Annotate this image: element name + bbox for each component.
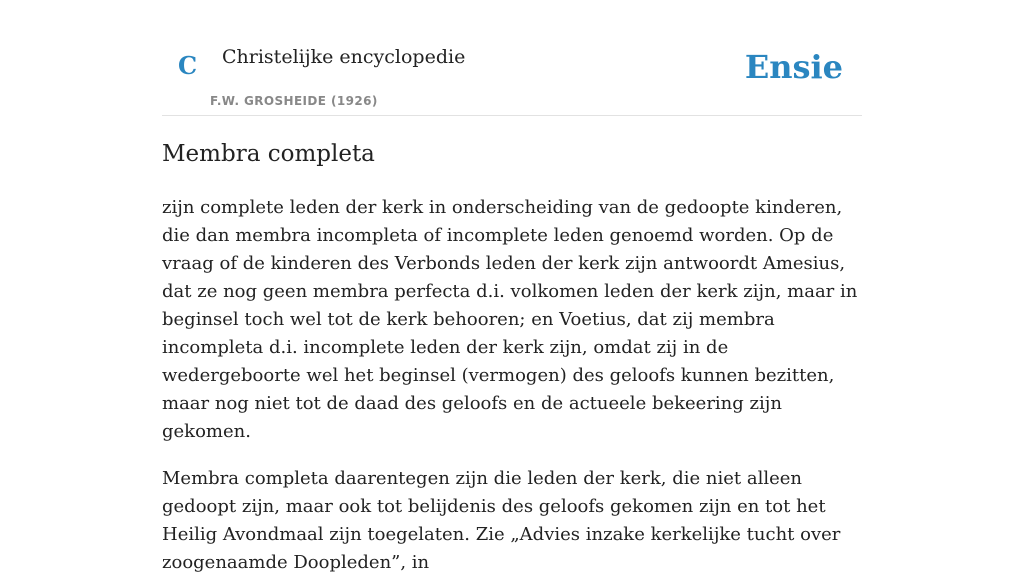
ensie-logo[interactable]: Ensie	[744, 48, 843, 86]
book-author: F.W. GROSHEIDE (1926)	[210, 94, 378, 108]
article-page	[162, 0, 862, 573]
book-title-link[interactable]: Christelijke encyclopedie	[222, 46, 466, 68]
article-title: Membra completa	[162, 141, 375, 167]
article-paragraph-2: Membra completa daarentegen zijn die leden der kerk, die niet alleen gedoopt zijn, maar ook tot belijdenis des geloofs gekomen zijn en tot het Heilig Avondmaal zijn toegelaten. Zie „Advies inzake kerkelijke tucht over zoogenaamde Doopleden”, in	[162, 467, 841, 573]
book-logo-letter[interactable]: C	[178, 51, 198, 80]
article-paragraph-1: zijn complete leden der kerk in onderscheiding van de gedoopte kinderen, die dan membra incompleta of incomplete leden genoemd worden. Op de vraag of de kinderen des Verbonds leden der kerk zijn antwoordt Amesius, dat ze nog geen membra perfecta d.i. volkomen leden der kerk zijn, maar in beginsel toch wel tot de kerk behooren; en Voetius, dat zij membra incompleta d.i. incomplete leden der kerk zijn, omdat zij in de wedergeboorte wel het beginsel (vermogen) des geloofs kunnen bezitten, maar nog niet tot de daad des geloofs en de actueele bekeering zijn gekomen.	[162, 196, 858, 442]
book-header	[162, 0, 862, 116]
